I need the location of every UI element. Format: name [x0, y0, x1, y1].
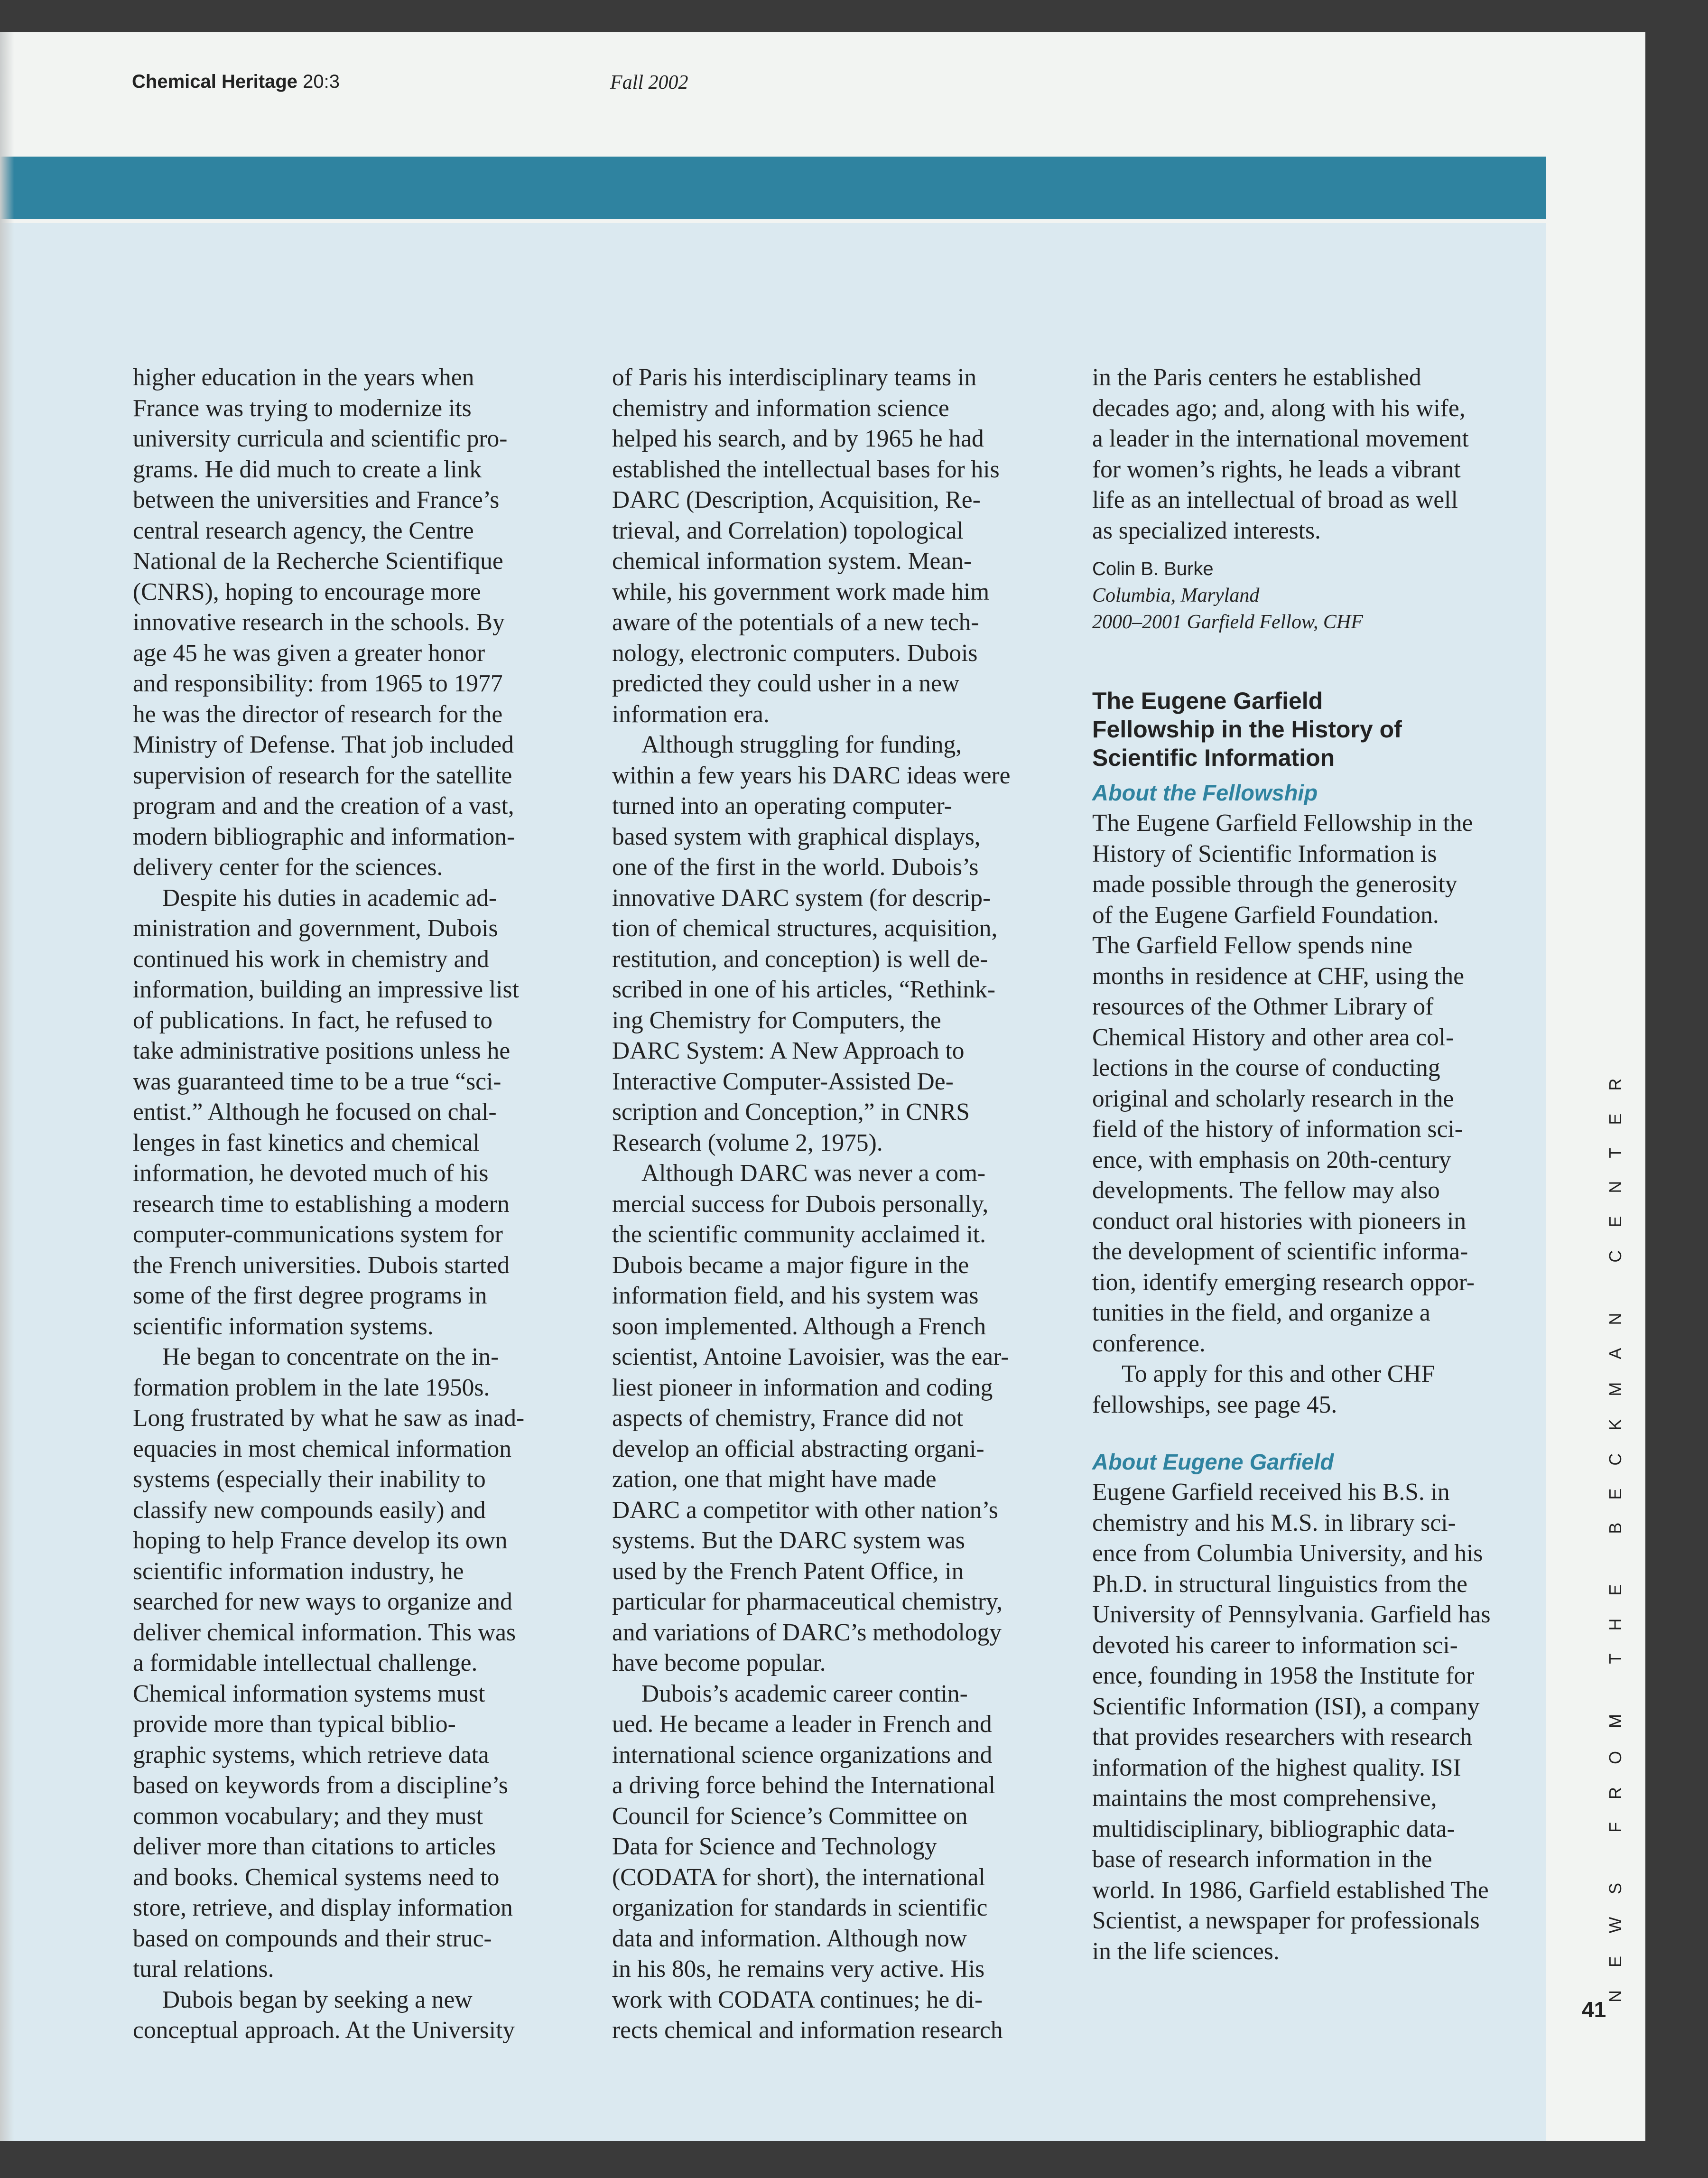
text-line: the development of scientific informa-: [1092, 1238, 1468, 1265]
text-line: Ph.D. in structural linguistics from the: [1092, 1570, 1468, 1598]
text-line: Although struggling for funding,: [641, 731, 962, 758]
text-line: The Eugene Garfield Fellowship in the: [1092, 810, 1473, 837]
text-line: Eugene Garfield received his B.S. in: [1092, 1479, 1450, 1506]
text-line: formation problem in the late 1950s.: [133, 1374, 490, 1401]
column-3: [1092, 363, 1529, 1967]
text-line: provide more than typical biblio-: [133, 1711, 456, 1738]
text-line: take administrative positions unless he: [133, 1037, 511, 1064]
text-line: age 45 he was given a greater honor: [133, 639, 485, 667]
text-line: conduct oral histories with pioneers in: [1092, 1207, 1467, 1235]
text-line: multidisciplinary, bibliographic data-: [1092, 1815, 1455, 1843]
text-line: devoted his career to information sci-: [1092, 1631, 1458, 1659]
text-line: research time to establishing a modern: [133, 1190, 510, 1218]
text-line: (CODATA for short), the international: [612, 1863, 985, 1891]
text-line: resources of the Othmer Library of: [1092, 993, 1434, 1020]
text-line: ing Chemistry for Computers, the: [612, 1006, 941, 1034]
text-line: information, building an impressive list: [133, 976, 519, 1003]
scan-border-top: [0, 0, 1708, 32]
text-line: world. In 1986, Garfield established The: [1092, 1876, 1489, 1904]
text-line: of Paris his interdisciplinary teams in: [612, 364, 977, 391]
text-line: innovative DARC system (for descrip-: [612, 884, 991, 912]
text-line: aspects of chemistry, France did not: [612, 1405, 964, 1432]
running-header-date: Fall 2002: [610, 72, 688, 93]
text-line: in the life sciences.: [1092, 1937, 1280, 1965]
text-line: nology, electronic computers. Dubois: [612, 639, 978, 667]
text-line: months in residence at CHF, using the: [1092, 962, 1465, 990]
text-line: lenges in fast kinetics and chemical: [133, 1129, 480, 1156]
text-line: information of the highest quality. ISI: [1092, 1754, 1461, 1781]
text-line: based on compounds and their struc-: [133, 1925, 492, 1952]
text-line: helped his search, and by 1965 he had: [612, 425, 984, 452]
text-line: of the Eugene Garfield Foundation.: [1092, 901, 1439, 929]
text-line: used by the French Patent Office, in: [612, 1557, 964, 1585]
text-line: program and and the creation of a vast,: [133, 792, 514, 819]
text-line: higher education in the years when: [133, 364, 474, 391]
text-line: rects chemical and information research: [612, 2017, 1003, 2044]
text-line: and responsibility: from 1965 to 1977: [133, 670, 503, 697]
text-line: conceptual approach. At the University: [133, 2017, 515, 2044]
box-title-line: Fellowship in the History of: [1092, 716, 1402, 743]
text-line: some of the first degree programs in: [133, 1282, 487, 1309]
text-line: data and information. Although now: [612, 1925, 967, 1952]
text-line: tunities in the field, and organize a: [1092, 1299, 1430, 1326]
text-line: searched for new ways to organize and: [133, 1588, 512, 1615]
text-line: organization for standards in scientific: [612, 1894, 988, 1921]
text-line: ence, with emphasis on 20th-century: [1092, 1146, 1451, 1173]
text-line: DARC System: A New Approach to: [612, 1037, 965, 1064]
text-line: continued his work in chemistry and: [133, 945, 489, 973]
text-line: for women’s rights, he leads a vibrant: [1092, 456, 1461, 483]
author-location: Columbia, Maryland: [1092, 585, 1260, 606]
column-3-article-end: [1092, 363, 1529, 546]
text-line: chemistry and information science: [612, 394, 949, 422]
page-number: 41: [1582, 1997, 1606, 2022]
running-header-journal: [132, 71, 340, 93]
text-line: tion, identify emerging research oppor-: [1092, 1268, 1475, 1296]
text-line: ence from Columbia University, and his: [1092, 1540, 1483, 1567]
column-2: [612, 363, 1039, 2046]
text-line: decades ago; and, along with his wife,: [1092, 394, 1466, 422]
text-line: computer-communications system for: [133, 1221, 503, 1248]
text-line: History of Scientific Information is: [1092, 840, 1437, 867]
text-line: the scientific community acclaimed it.: [612, 1221, 986, 1248]
text-line: deliver chemical information. This was: [133, 1619, 516, 1646]
text-line: University of Pennsylvania. Garfield has: [1092, 1601, 1491, 1628]
text-line: fellowships, see page 45.: [1092, 1391, 1337, 1418]
text-line: equacies in most chemical information: [133, 1435, 511, 1462]
text-line: have become popular.: [612, 1649, 826, 1676]
journal-issue: 20:3: [303, 71, 340, 92]
text-line: university curricula and scientific pro-: [133, 425, 508, 452]
text-line: original and scholarly research in the: [1092, 1085, 1454, 1112]
text-line: develop an official abstracting organi-: [612, 1435, 984, 1462]
text-line: Dubois’s academic career contin-: [641, 1680, 968, 1707]
header-color-band: [0, 157, 1546, 219]
text-line: the French universities. Dubois started: [133, 1251, 510, 1279]
text-line: turned into an operating computer-: [612, 792, 952, 819]
fellowship-box: [1092, 687, 1529, 1967]
text-line: Research (volume 2, 1975).: [612, 1129, 883, 1156]
text-line: tion of chemical structures, acquisition,: [612, 915, 998, 942]
text-line: Council for Science’s Committee on: [612, 1802, 968, 1830]
text-line: deliver more than citations to articles: [133, 1833, 496, 1860]
text-line: Scientist, a newspaper for professionals: [1092, 1907, 1480, 1934]
text-line: Ministry of Defense. That job included: [133, 731, 514, 758]
text-line: particular for pharmaceutical chemistry,: [612, 1588, 1003, 1615]
text-line: field of the history of information sci-: [1092, 1116, 1463, 1143]
text-line: tural relations.: [133, 1955, 274, 1983]
text-line: Scientific Information (ISI), a company: [1092, 1693, 1480, 1720]
text-line: that provides researchers with research: [1092, 1723, 1472, 1750]
text-line: ministration and government, Dubois: [133, 915, 498, 942]
text-line: delivery center for the sciences.: [133, 854, 443, 881]
text-line: conference.: [1092, 1330, 1206, 1357]
side-section-label: [1598, 1055, 1626, 2002]
text-line: systems (especially their inability to: [133, 1466, 486, 1493]
author-name: Colin B. Burke: [1092, 558, 1214, 579]
box-title-line: The Eugene Garfield: [1092, 688, 1323, 714]
text-line: a leader in the international movement: [1092, 425, 1469, 452]
text-line: life as an intellectual of broad as well: [1092, 486, 1458, 513]
text-line: Data for Science and Technology: [612, 1833, 937, 1860]
text-line: To apply for this and other CHF: [1122, 1360, 1435, 1387]
text-line: Despite his duties in academic ad-: [162, 884, 497, 912]
text-line: Chemical information systems must: [133, 1680, 485, 1707]
text-line: established the intellectual bases for his: [612, 456, 1000, 483]
text-line: between the universities and France’s: [133, 486, 500, 513]
text-line: soon implemented. Although a French: [612, 1312, 986, 1340]
text-line: National de la Recherche Scientifique: [133, 548, 503, 575]
text-line: mercial success for Dubois personally,: [612, 1190, 989, 1218]
box-title: [1092, 687, 1529, 772]
text-line: grams. He did much to create a link: [133, 456, 482, 483]
text-line: scribed in one of his articles, “Rethink-: [612, 976, 996, 1003]
text-line: information, he devoted much of his: [133, 1160, 489, 1187]
text-line: information field, and his system was: [612, 1282, 979, 1309]
text-line: was guaranteed time to be a true “sci-: [133, 1068, 501, 1095]
about-garfield-heading: About Eugene Garfield: [1092, 1449, 1334, 1474]
text-line: of publications. In fact, he refused to: [133, 1006, 492, 1034]
text-line: information era.: [612, 700, 770, 728]
text-line: Chemical History and other area col-: [1092, 1024, 1454, 1051]
text-line: predicted they could usher in a new: [612, 670, 960, 697]
text-line: common vocabulary; and they must: [133, 1802, 483, 1830]
spine-fold: [0, 32, 14, 2141]
text-line: ence, founding in 1958 the Institute for: [1092, 1662, 1475, 1689]
text-line: in the Paris centers he established: [1092, 364, 1421, 391]
text-line: scientific information systems.: [133, 1312, 434, 1340]
text-line: classify new compounds easily) and: [133, 1496, 486, 1524]
text-line: ued. He became a leader in French and: [612, 1711, 992, 1738]
text-line: and variations of DARC’s methodology: [612, 1619, 1002, 1646]
text-line: He began to concentrate on the in-: [162, 1343, 499, 1370]
text-line: central research agency, the Centre: [133, 517, 474, 544]
text-line: Dubois began by seeking a new: [162, 1986, 473, 2013]
text-line: liest pioneer in information and coding: [612, 1374, 993, 1401]
text-line: trieval, and Correlation) topological: [612, 517, 964, 544]
text-line: developments. The fellow may also: [1092, 1177, 1440, 1204]
text-line: one of the first in the world. Dubois’s: [612, 854, 979, 881]
text-line: based system with graphical displays,: [612, 823, 981, 850]
column-1: [133, 363, 560, 2046]
text-line: as specialized interests.: [1092, 517, 1321, 544]
text-line: Dubois became a major figure in the: [612, 1251, 969, 1279]
text-line: scientific information industry, he: [133, 1557, 464, 1585]
text-line: maintains the most comprehensive,: [1092, 1785, 1437, 1812]
text-line: chemistry and his M.S. in library sci-: [1092, 1509, 1456, 1536]
about-fellowship-heading: About the Fellowship: [1092, 780, 1318, 805]
box-title-line: Scientific Information: [1092, 745, 1335, 771]
text-line: Long frustrated by what he saw as inad-: [133, 1405, 525, 1432]
text-line: DARC (Description, Acquisition, Re-: [612, 486, 981, 513]
text-line: a driving force behind the International: [612, 1772, 995, 1799]
scan-border-right: [1645, 0, 1708, 2178]
text-line: entist.” Although he focused on chal-: [133, 1098, 497, 1126]
text-line: supervision of research for the satellite: [133, 762, 512, 789]
text-line: scientist, Antoine Lavoisier, was the ear-: [612, 1343, 1009, 1370]
scan-border-bottom: [0, 2141, 1708, 2178]
text-line: chemical information system. Mean-: [612, 548, 972, 575]
text-line: while, his government work made him: [612, 578, 990, 605]
text-line: (CNRS), hoping to encourage more: [133, 578, 481, 605]
text-line: France was trying to modernize its: [133, 394, 472, 422]
text-line: work with CODATA continues; he di-: [612, 1986, 983, 2013]
author-signature: [1092, 556, 1529, 635]
text-line: zation, one that might have made: [612, 1466, 937, 1493]
text-line: and books. Chemical systems need to: [133, 1863, 500, 1891]
text-line: base of research information in the: [1092, 1846, 1432, 1873]
text-line: lections in the course of conducting: [1092, 1054, 1440, 1081]
about-fellowship-text: [1092, 808, 1529, 1420]
about-garfield-text: [1092, 1477, 1529, 1967]
text-line: systems. But the DARC system was: [612, 1527, 965, 1554]
text-line: DARC a competitor with other nation’s: [612, 1496, 998, 1524]
text-line: modern bibliographic and information-: [133, 823, 515, 850]
text-line: within a few years his DARC ideas were: [612, 762, 1011, 789]
text-line: Interactive Computer-Assisted De-: [612, 1068, 954, 1095]
text-line: store, retrieve, and display information: [133, 1894, 513, 1921]
text-line: made possible through the generosity: [1092, 871, 1457, 898]
author-affiliation: 2000–2001 Garfield Fellow, CHF: [1092, 611, 1363, 633]
text-line: graphic systems, which retrieve data: [133, 1741, 489, 1768]
text-line: he was the director of research for the: [133, 700, 503, 728]
text-line: The Garfield Fellow spends nine: [1092, 932, 1413, 959]
text-line: innovative research in the schools. By: [133, 609, 505, 636]
text-line: restitution, and conception) is well de-: [612, 945, 988, 973]
journal-name: Chemical Heritage: [132, 71, 298, 92]
text-line: in his 80s, he remains very active. His: [612, 1955, 985, 1983]
side-label-text: NEWS FROM THE BECKMAN CENTER: [1606, 1055, 1625, 2002]
text-line: aware of the potentials of a new tech-: [612, 609, 979, 636]
text-line: hoping to help France develop its own: [133, 1527, 508, 1554]
text-line: international science organizations and: [612, 1741, 993, 1768]
text-line: scription and Conception,” in CNRS: [612, 1098, 970, 1126]
text-line: Although DARC was never a com-: [641, 1160, 986, 1187]
text-line: a formidable intellectual challenge.: [133, 1649, 478, 1676]
text-line: based on keywords from a discipline’s: [133, 1772, 508, 1799]
